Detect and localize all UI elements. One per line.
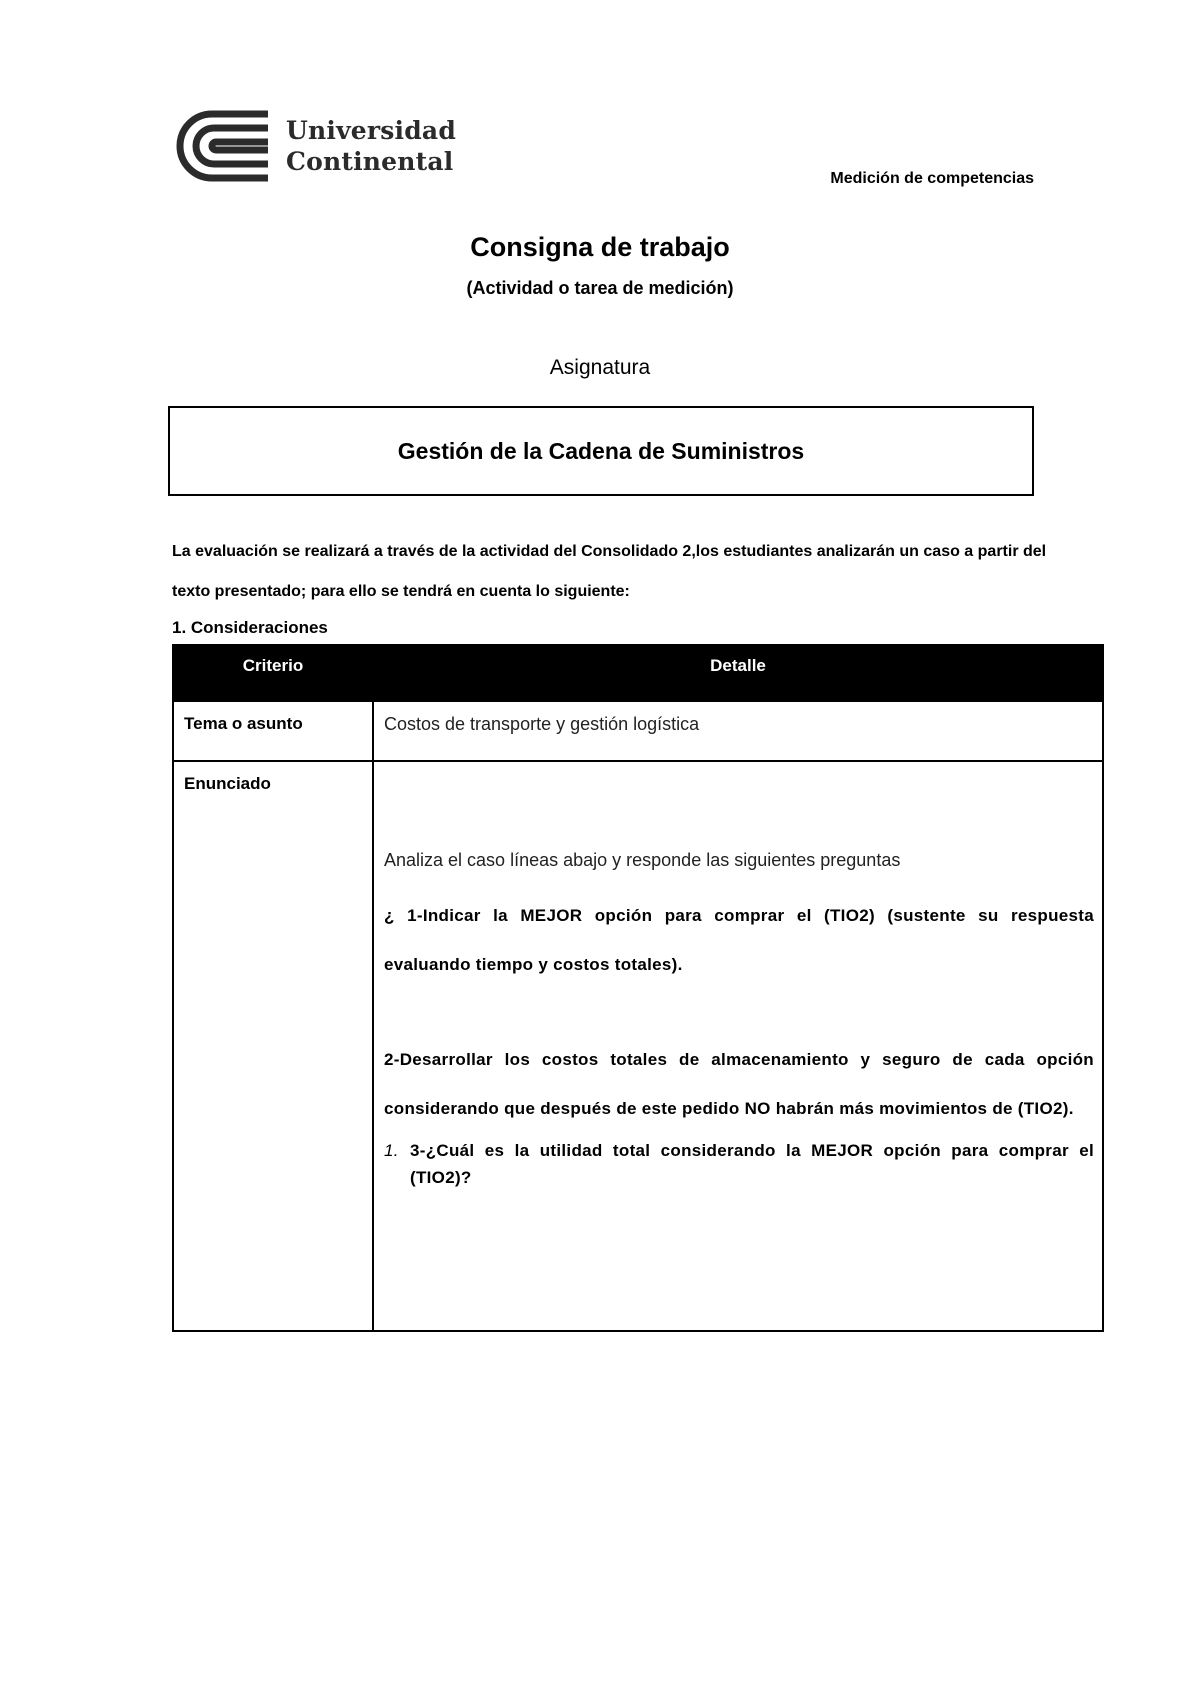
section-heading: 1. Consideraciones (172, 618, 328, 637)
table-header-row (173, 645, 1103, 701)
continental-logo-icon (176, 110, 270, 182)
row-label-enunciado: Enunciado (173, 761, 373, 1331)
logo-wordmark (286, 115, 456, 177)
header-criterio: Criterio (173, 645, 373, 701)
header-tag: Medición de competencias (830, 170, 1034, 187)
header-detalle: Detalle (373, 645, 1103, 701)
asignatura-label: Asignatura (549, 356, 651, 379)
page-subtitle: (Actividad o tarea de medición) (466, 278, 734, 298)
enunciado-intro: Analiza el caso líneas abajo y responde las siguientes preguntas (384, 850, 901, 870)
question-3-text: 3-¿Cuál es la utilidad total considerando la MEJOR opción para comprar el (TIO2)? (410, 1141, 1094, 1187)
row-value-enunciado (373, 761, 1103, 1331)
question-1: ¿ 1-Indicar la MEJOR opción para comprar el (TIO2) (sustente su respuesta evaluando tiempo y costos totales). (384, 906, 1094, 974)
logo-line-1: Universidad (286, 116, 457, 145)
criteria-table (172, 644, 1104, 1332)
intro-paragraph: La evaluación se realizará a través de la actividad del Consolidado 2,los estudiantes analizarán un caso a partir del texto presentado; para ello se tendrá en cuenta lo siguiente: (172, 543, 1047, 600)
university-logo (176, 110, 456, 182)
row-value-tema: Costos de transporte y gestión logística (373, 701, 1103, 761)
table-row (173, 701, 1103, 761)
question-2: 2-Desarrollar los costos totales de almacenamiento y seguro de cada opción considerando que después de este pedido NO habrán más movimientos de (TIO2). (384, 1050, 1094, 1118)
logo-line-2: Continental (286, 147, 454, 176)
course-name: Gestión de la Cadena de Suministros (397, 437, 805, 464)
course-name-box (168, 406, 1034, 496)
question-3 (384, 1137, 1094, 1191)
page-title: Consigna de trabajo (470, 232, 730, 262)
table-row (173, 761, 1103, 1331)
row-label-tema: Tema o asunto (173, 701, 373, 761)
question-3-number: 1. (384, 1141, 399, 1160)
